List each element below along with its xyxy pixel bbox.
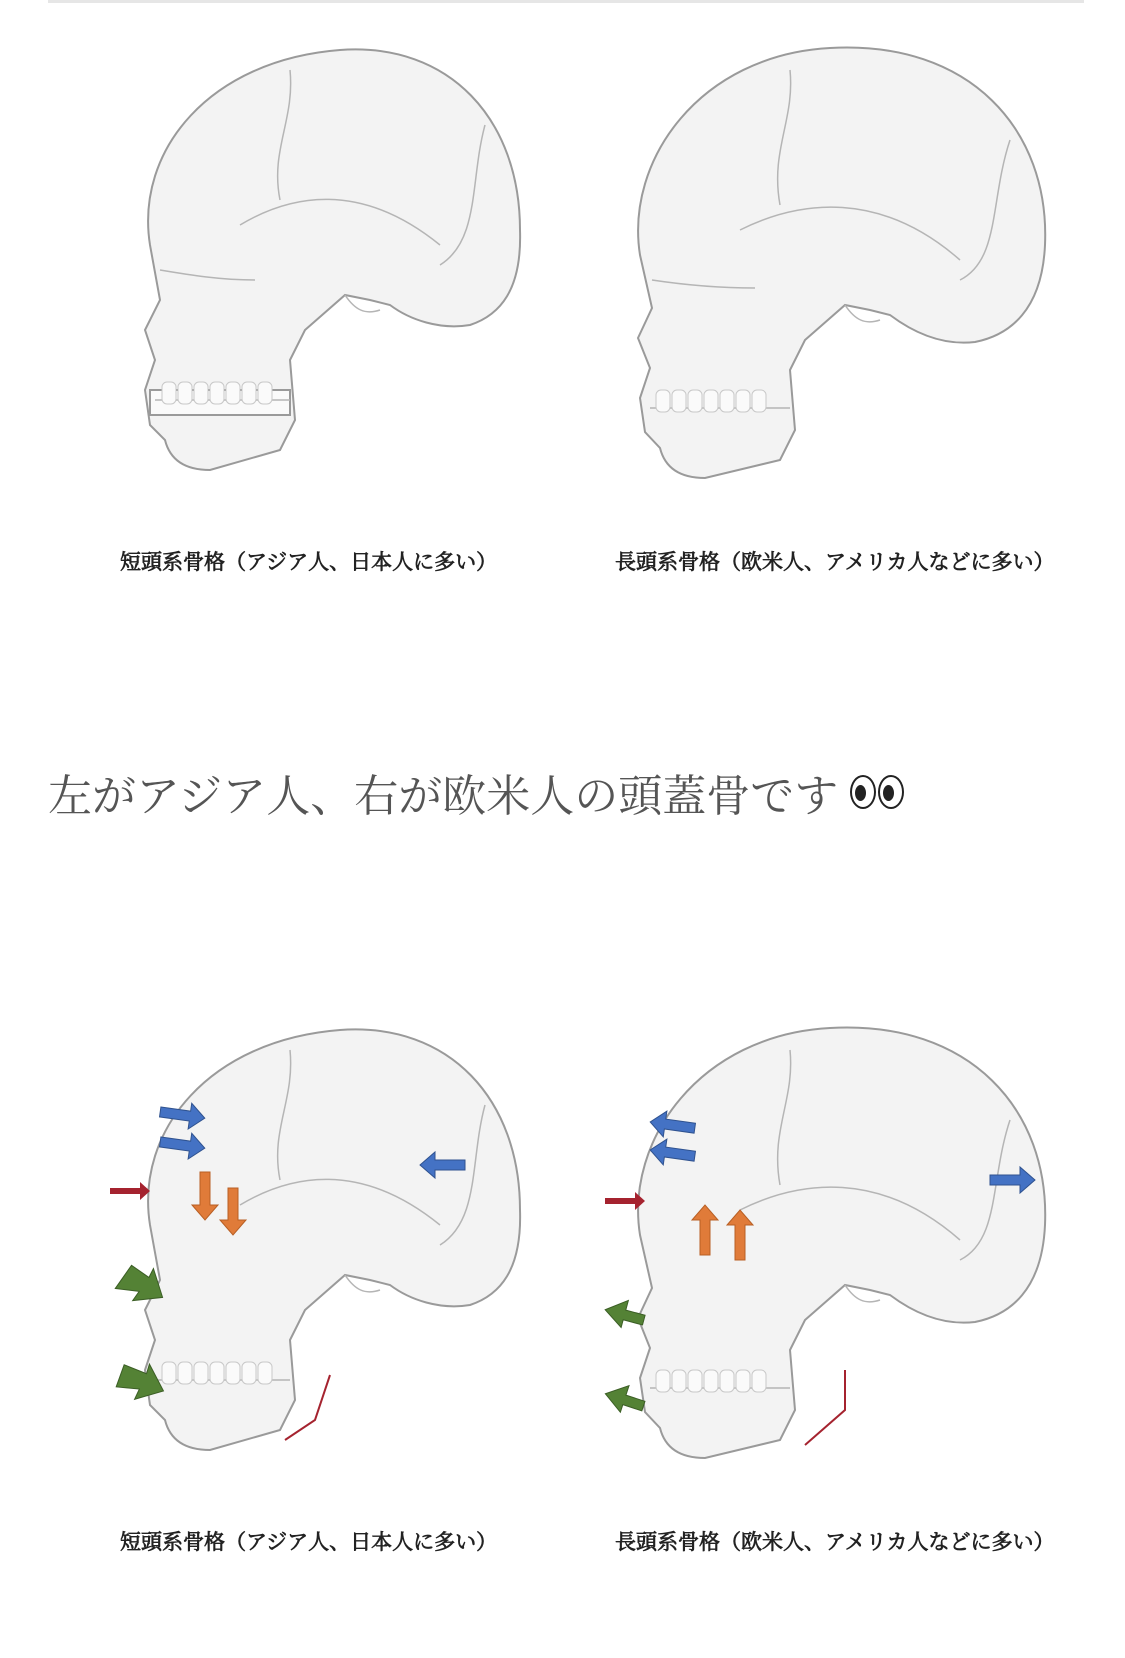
long-head-skull-image: [590, 30, 1070, 510]
long-head-skull-annotated-image: [590, 1010, 1070, 1490]
short-head-caption: 短頭系骨格（アジア人、日本人に多い）: [120, 550, 498, 574]
top-divider: [48, 0, 1084, 3]
short-head-skull-annotated-image: [90, 1010, 570, 1490]
long-head-caption-annotated: 長頭系骨格（欧米人、アメリカ人などに多い）: [615, 1530, 1055, 1554]
post-body-sentence: 左がアジア人、右が欧米人の頭蓋骨です: [48, 771, 839, 822]
long-head-caption: 長頭系骨格（欧米人、アメリカ人などに多い）: [615, 550, 1055, 574]
short-head-caption-annotated: 短頭系骨格（アジア人、日本人に多い）: [120, 1530, 498, 1554]
eyes-emoji-icon: [850, 775, 904, 809]
short-head-skull-image: [90, 30, 570, 510]
skull-comparison-figure-1: [70, 30, 1070, 590]
right-eye-icon: [878, 775, 904, 809]
skull-comparison-figure-2: [70, 1010, 1070, 1570]
post-body-text: [48, 760, 904, 824]
left-eye-icon: [850, 775, 876, 809]
